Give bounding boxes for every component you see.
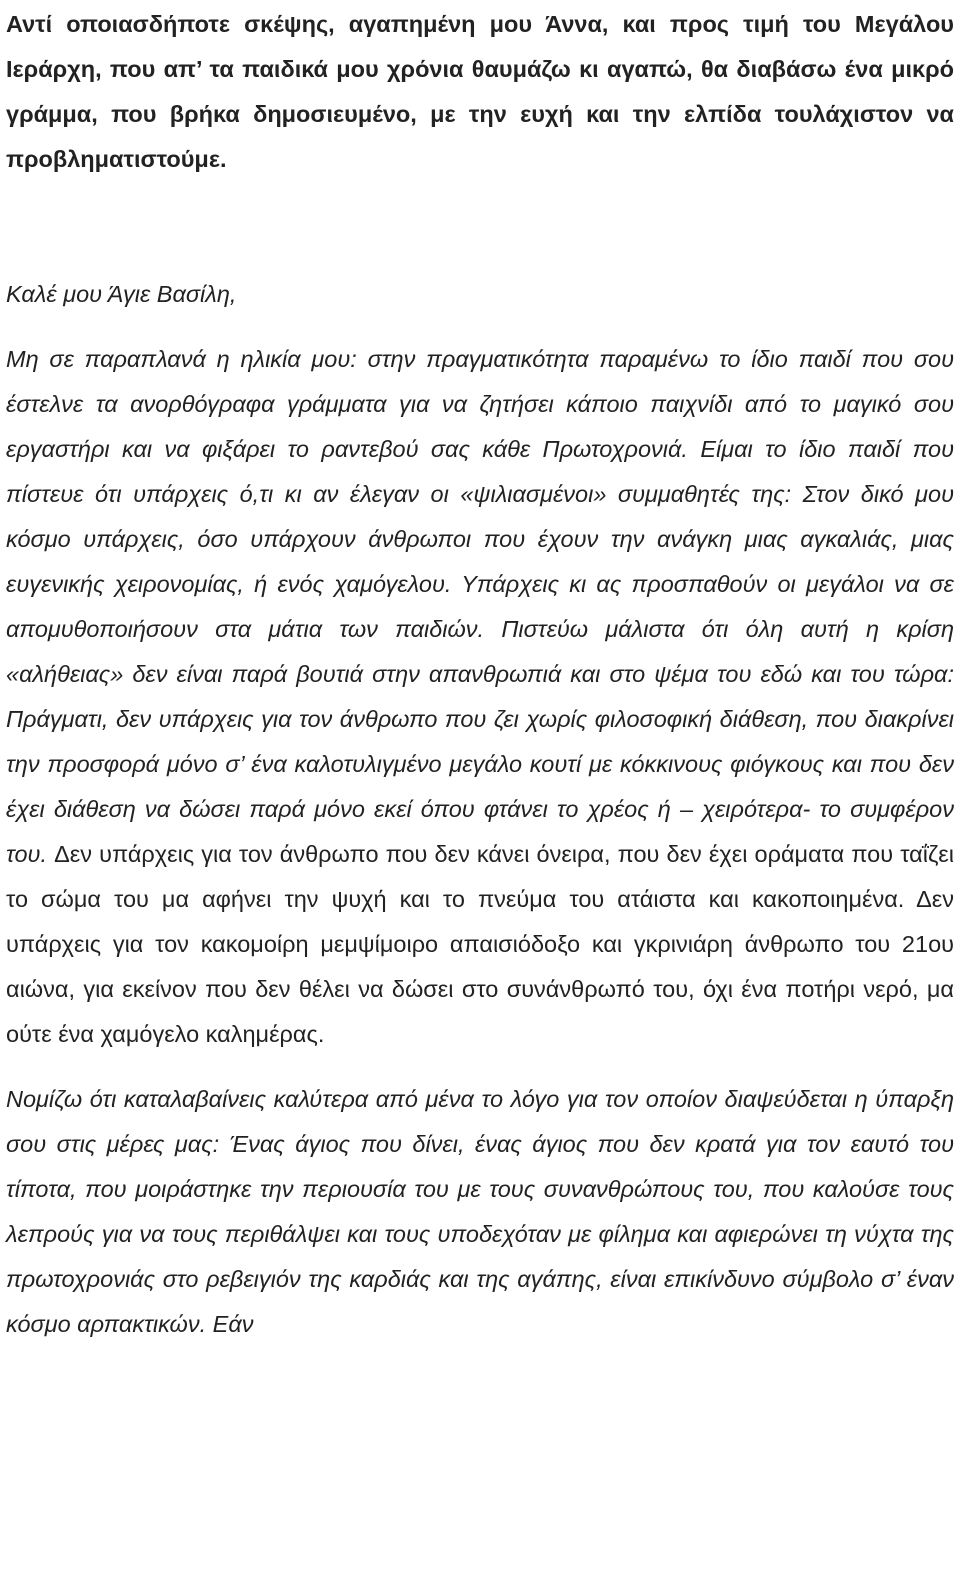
letter-paragraph-1: [6, 337, 954, 1057]
letter-greeting: Καλέ μου Άγιε Βασίλη,: [6, 281, 237, 307]
letter-paragraph-1-italic: Μη σε παραπλανά η ηλικία μου: στην πραγματικότητα παραμένω το ίδιο παιδί που σου έστελνε τα ανορθόγραφα γράμματα για να ζητήσει κάποιο παιχνίδι από το μαγικό σου εργαστήρι και να φιξάρει το ραντεβού σας κάθε Πρωτοχρονιά. Είμαι το ίδιο παιδί που πίστευε ότι υπάρχεις ό,τι κι αν έλεγαν οι «ψιλιασμένοι» συμμαθητές της: Στον δικό μου κόσμο υπάρχεις, όσο υπάρχουν άνθρωποι που έχουν την ανάγκη μιας αγκαλιάς, μιας ευγενικής χειρονομίας, ή ενός χαμόγελου. Υπάρχεις κι ας προσπαθούν οι μεγάλοι να σε απομυθοποιήσουν στα μάτια των παιδιών. Πιστεύω μάλιστα ότι όλη αυτή η κρίση «αλήθειας» δεν είναι παρά βουτιά στην απανθρωπιά και στο ψέμα του εδώ και του τώρα: Πράγματι, δεν υπάρχεις για τον άνθρωπο που ζει χωρίς φιλοσοφική διάθεση, που διακρίνει την προσφορά μόνο σ’ ένα καλοτυλιγμένο μεγάλο κουτί με κόκκινους φιόγκους και που δεν έχει διάθεση να δώσει παρά μόνο εκεί όπου φτάνει το χρέος ή – χειρότερα- το συμφέρον του.: [6, 346, 954, 867]
letter-paragraph-2: Νομίζω ότι καταλαβαίνεις καλύτερα από μένα το λόγο για τον οποίον διαψεύδεται η ύπαρξη σου στις μέρες μας: Ένας άγιος που δίνει, ένας άγιος που δεν κρατά για τον εαυτό του τίποτα, που μοιράστηκε την περιουσία του με τους συνανθρώπους του, που καλούσε τους λεπρούς για να τους περιθάλψει και τους υποδεχόταν με φίλημα και αφιερώνει τη νύχτα της πρωτοχρονιάς στο ρεβειγιόν της καρδιάς και της αγάπης, είναι επικίνδυνο σύμβολο σ’ έναν κόσμο αρπακτικών. Εάν: [6, 1086, 954, 1337]
document-page: [6, 0, 954, 1347]
intro-paragraph: Αντί οποιασδήποτε σκέψης, αγαπημένη μου Άννα, και προς τιμή του Μεγάλου Ιεράρχη, που απ’ τα παιδικά μου χρόνια θαυμάζω κι αγαπώ, θα διαβάσω ένα μικρό γράμμα, που βρήκα δημοσιευμένο, με την ευχή και την ελπίδα τουλάχιστον να προβληματιστούμε.: [6, 11, 954, 172]
letter-paragraph-1-upright: Δεν υπάρχεις για τον άνθρωπο που δεν κάνει όνειρα, που δεν έχει οράματα που ταΐζει το σώμα του μα αφήνει την ψυχή και το πνεύμα του ατάιστα και κακοποιημένα. Δεν υπάρχεις για τον κακομοίρη μεμψίμοιρο απαισιόδοξο και γκρινιάρη άνθρωπο του 21ου αιώνα, για εκείνον που δεν θέλει να δώσει στο συνάνθρωπό του, όχι ένα ποτήρι νερό, μα ούτε ένα χαμόγελο καλημέρας.: [6, 841, 955, 1047]
